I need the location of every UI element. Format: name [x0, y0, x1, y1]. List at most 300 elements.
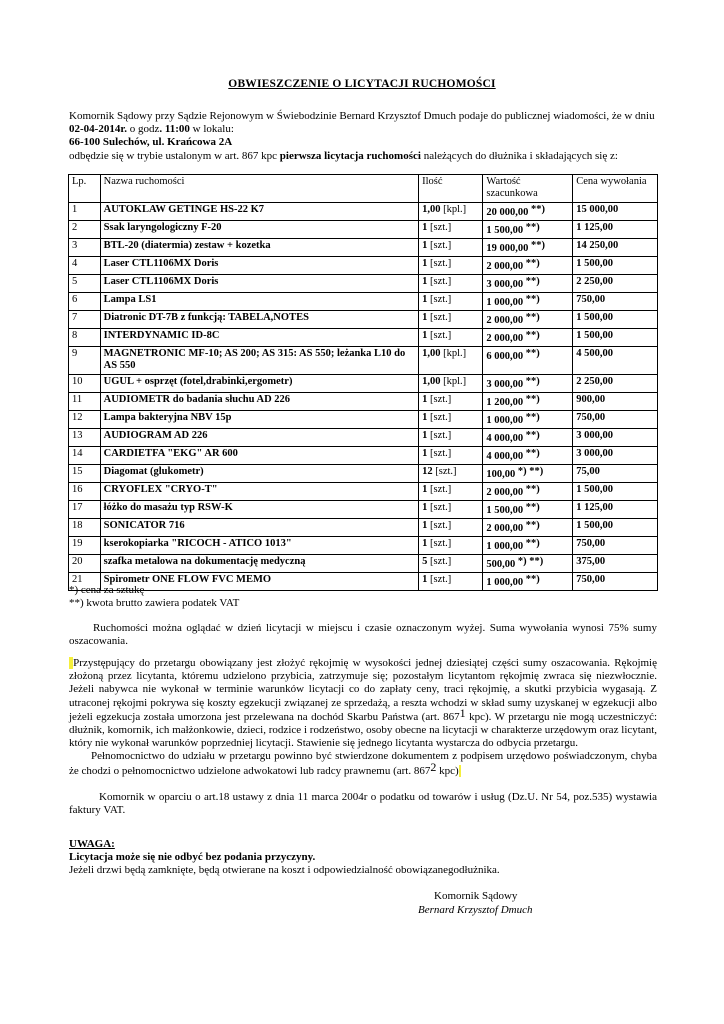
cell-name: [100, 483, 418, 501]
cell-value: [483, 329, 573, 347]
value-number: 20 000,00: [486, 207, 529, 218]
cell-price: [573, 347, 658, 375]
cell-qty: [419, 293, 483, 311]
lp-text: 6: [72, 294, 78, 305]
cell-lp: [69, 555, 101, 573]
lp-text: 13: [72, 430, 83, 441]
cell-name: [100, 411, 418, 429]
cell-lp: [69, 447, 101, 465]
qty-unit: [szt.]: [427, 574, 452, 585]
signature-role: Komornik Sądowy: [434, 890, 518, 902]
value-number: 4 000,00: [486, 433, 524, 444]
cell-price: [573, 329, 658, 347]
cell-name: [100, 347, 418, 375]
lp-text: 15: [72, 466, 83, 477]
cell-qty: [419, 221, 483, 239]
cell-value: [483, 257, 573, 275]
price-number: 75,00: [576, 466, 600, 477]
table-row: [69, 347, 658, 375]
cell-value: [483, 555, 573, 573]
qty-number: 1: [422, 484, 428, 495]
value-number: 2 000,00: [486, 261, 524, 272]
lp-text: 4: [72, 258, 78, 269]
price-number: 2 250,00: [576, 276, 613, 287]
value-number: 4 000,00: [486, 451, 524, 462]
qty-unit: [szt.]: [427, 294, 452, 305]
warning-bold-line: Licytacja może się nie odbyć bez podania przyczyny.: [69, 851, 316, 864]
cell-lp: [69, 239, 101, 257]
cell-price: [573, 239, 658, 257]
cell-name: [100, 393, 418, 411]
lp-text: 7: [72, 312, 78, 323]
qty-number: 1: [422, 430, 428, 441]
goods-table: [68, 174, 658, 591]
table-row: [69, 329, 658, 347]
cell-price: [573, 275, 658, 293]
price-number: 14 250,00: [576, 240, 619, 251]
cell-price: [573, 447, 658, 465]
item-name: Diagomat (glukometr): [103, 466, 204, 477]
qty-unit: [szt.]: [427, 556, 452, 567]
cell-lp: [69, 293, 101, 311]
cell-name: [100, 375, 418, 393]
value-mark: **): [531, 204, 546, 215]
value-mark: **): [525, 376, 540, 387]
price-number: 900,00: [576, 394, 606, 405]
cell-name: [100, 221, 418, 239]
value-mark: **): [525, 484, 540, 495]
value-number: 6 000,00: [486, 351, 524, 362]
lp-text: 8: [72, 330, 78, 341]
price-number: 1 500,00: [576, 330, 613, 341]
cell-value: [483, 393, 573, 411]
auction-time: . 11:00: [159, 123, 190, 136]
qty-number: 1: [422, 412, 428, 423]
qty-number: 12: [422, 466, 433, 477]
table-row: [69, 501, 658, 519]
item-name: MAGNETRONIC MF-10; AS 200; AS 315: AS 550; leżanka L10 do AS 550: [103, 348, 406, 371]
cell-name: [100, 293, 418, 311]
cell-qty: [419, 465, 483, 483]
value-number: 2 000,00: [486, 487, 524, 498]
cell-value: [483, 537, 573, 555]
item-name: BTL-20 (diatermia) zestaw + kozetka: [103, 240, 271, 251]
table-header-row: [69, 175, 658, 203]
qty-number: 1: [422, 394, 428, 405]
value-mark: **): [525, 222, 540, 233]
warning-section: [69, 838, 657, 878]
item-name: CARDIETFA "EKG" AR 600: [103, 448, 238, 459]
price-number: 2 250,00: [576, 376, 613, 387]
cell-price: [573, 411, 658, 429]
value-number: 2 000,00: [486, 523, 524, 534]
value-mark: *) **): [517, 466, 544, 477]
cell-lp: [69, 311, 101, 329]
cell-price: [573, 483, 658, 501]
price-number: 1 500,00: [576, 312, 613, 323]
conditions-part1: Przystępujący do przetargu obowiązany jest złożyć rękojmię w wysokości jednej dziesiątej części sumy oszacowania. Rękojmię złożoną przez licytanta, któremu udzielono przybicia, zatrzymuje się; pozostałym licytantom rękojmię zwraca się niezwłocznie. Jeżeli nabywca nie wykonał w terminie warunków licytacji co do zapłaty ceny, traci rękojmię, a skutki przybicia wygasają. Z utraconej rękojmi pokrywa się koszty egzekucji związanej ze sprzedażą, a reszta wchodzi w skład sumy uzyskanej w egzekucji albo jeżeli egzekucja została umorzona jest przelewana na dochód Skarbu Państwa (art. 867: [69, 657, 657, 723]
qty-unit: [kpl.]: [440, 376, 467, 387]
table-row: [69, 275, 658, 293]
lp-text: 21: [72, 574, 83, 585]
value-number: 2 000,00: [486, 333, 524, 344]
cell-name: [100, 329, 418, 347]
cell-lp: [69, 537, 101, 555]
value-mark: **): [525, 520, 540, 531]
cell-qty: [419, 447, 483, 465]
item-name: UGUL + osprzęt (fotel,drabinki,ergometr): [103, 376, 293, 387]
cell-value: [483, 203, 573, 221]
qty-unit: [szt.]: [427, 240, 452, 251]
cell-qty: [419, 555, 483, 573]
cell-price: [573, 203, 658, 221]
price-number: 1 500,00: [576, 258, 613, 269]
cell-price: [573, 293, 658, 311]
item-name: AUTOKLAW GETINGE HS-22 K7: [103, 204, 264, 215]
intro-paragraph: [69, 110, 657, 163]
qty-number: 1: [422, 312, 428, 323]
qty-unit: [szt.]: [427, 448, 452, 459]
table-row: [69, 375, 658, 393]
header-lp: Lp.: [69, 175, 101, 203]
cell-price: [573, 393, 658, 411]
cell-value: [483, 429, 573, 447]
cell-lp: [69, 221, 101, 239]
table-row: [69, 465, 658, 483]
item-name: Lampa bakteryjna NBV 15p: [103, 412, 232, 423]
value-mark: **): [525, 430, 540, 441]
highlight-mark-end: [459, 765, 462, 777]
cell-qty: [419, 347, 483, 375]
value-number: 1 200,00: [486, 397, 524, 408]
time-prefix: o godz: [126, 123, 160, 136]
qty-unit: [szt.]: [432, 466, 457, 477]
warning-line: Jeżeli drzwi będą zamknięte, będą otwierane na koszt i odpowiedzialność obowiązanegodłużnika.: [69, 864, 500, 877]
qty-unit: [szt.]: [427, 538, 452, 549]
item-name: AUDIOMETR do badania słuchu AD 226: [103, 394, 291, 405]
lp-text: 14: [72, 448, 83, 459]
item-name: Lampa LS1: [103, 294, 157, 305]
item-name: Laser CTL1106MX Doris: [103, 258, 219, 269]
value-number: 500,00: [486, 559, 516, 570]
qty-number: 1: [422, 502, 428, 513]
table-row: [69, 555, 658, 573]
lp-text: 3: [72, 240, 78, 251]
header-price: Cena wywołania: [573, 175, 658, 203]
cell-lp: [69, 501, 101, 519]
item-name: SONICATOR 716: [103, 520, 185, 531]
cell-price: [573, 519, 658, 537]
cell-qty: [419, 257, 483, 275]
cell-lp: [69, 347, 101, 375]
cell-name: [100, 519, 418, 537]
header-name: Nazwa ruchomości: [100, 175, 418, 203]
cell-qty: [419, 239, 483, 257]
qty-unit: [szt.]: [427, 222, 452, 233]
signature-name: Bernard Krzysztof Dmuch: [418, 904, 533, 916]
value-mark: **): [525, 312, 540, 323]
qty-unit: [szt.]: [427, 430, 452, 441]
warning-heading: UWAGA:: [69, 838, 115, 850]
mode-suffix: należących do dłużnika i składających się z:: [420, 149, 618, 162]
lp-text: 2: [72, 222, 78, 233]
value-mark: *) **): [517, 556, 544, 567]
cell-value: [483, 311, 573, 329]
cell-value: [483, 501, 573, 519]
cell-value: [483, 275, 573, 293]
qty-unit: [szt.]: [427, 276, 452, 287]
value-mark: **): [525, 574, 540, 585]
auction-address: 66-100 Sulechów, ul. Krańcowa 2A: [69, 136, 233, 149]
cell-price: [573, 501, 658, 519]
cell-qty: [419, 519, 483, 537]
lp-text: 19: [72, 538, 83, 549]
cell-price: [573, 257, 658, 275]
qty-number: 1: [422, 448, 428, 459]
qty-unit: [szt.]: [427, 312, 452, 323]
cell-price: [573, 429, 658, 447]
price-number: 1 125,00: [576, 222, 613, 233]
cell-lp: [69, 465, 101, 483]
item-name: Diatronic DT-7B z funkcją: TABELA,NOTES: [103, 312, 309, 323]
price-number: 4 500,00: [576, 348, 613, 359]
value-mark: **): [525, 538, 540, 549]
value-mark: **): [525, 348, 540, 359]
value-number: 1 500,00: [486, 505, 524, 516]
cell-price: [573, 555, 658, 573]
cell-qty: [419, 375, 483, 393]
footnotes: [69, 584, 657, 610]
price-number: 750,00: [576, 294, 606, 305]
superscript-2: 2: [430, 759, 437, 774]
qty-number: 1,00: [422, 348, 441, 359]
table-row: [69, 393, 658, 411]
price-number: 15 000,00: [576, 204, 619, 215]
cell-qty: [419, 393, 483, 411]
cell-value: [483, 411, 573, 429]
qty-unit: [szt.]: [427, 484, 452, 495]
value-number: 1 000,00: [486, 577, 524, 588]
qty-number: 1: [422, 538, 428, 549]
footnote-vat: **) kwota brutto zawiera podatek VAT: [69, 597, 240, 610]
lp-text: 20: [72, 556, 83, 567]
lp-text: 11: [72, 394, 83, 405]
cell-lp: [69, 275, 101, 293]
cell-price: [573, 221, 658, 239]
value-number: 19 000,00: [486, 243, 529, 254]
cell-lp: [69, 411, 101, 429]
cell-name: [100, 203, 418, 221]
value-number: 1 000,00: [486, 415, 524, 426]
mode-prefix: odbędzie się w trybie ustalonym w art. 867 kpc: [69, 149, 280, 162]
qty-unit: [szt.]: [427, 520, 452, 531]
qty-number: 1,00: [422, 204, 441, 215]
lp-text: 10: [72, 376, 83, 387]
cell-name: [100, 275, 418, 293]
lp-text: 17: [72, 502, 83, 513]
cell-value: [483, 465, 573, 483]
cell-qty: [419, 203, 483, 221]
value-number: 3 000,00: [486, 279, 524, 290]
qty-number: 1: [422, 330, 428, 341]
cell-qty: [419, 311, 483, 329]
value-number: 1 000,00: [486, 297, 524, 308]
item-name: AUDIOGRAM AD 226: [103, 430, 208, 441]
cell-name: [100, 447, 418, 465]
cell-name: [100, 257, 418, 275]
price-number: 1 125,00: [576, 502, 613, 513]
viewing-paragraph: Ruchomości można oglądać w dzień licytacji w miejscu i czasie oznaczonym wyżej. Suma wywołania wynosi 75% sumy oszacowania.: [69, 622, 657, 648]
table-row: [69, 293, 658, 311]
price-number: 750,00: [576, 538, 606, 549]
cell-qty: [419, 537, 483, 555]
header-value: Wartość szacunkowa: [483, 175, 573, 203]
item-name: INTERDYNAMIC ID-8C: [103, 330, 220, 341]
cell-name: [100, 311, 418, 329]
value-mark: **): [525, 448, 540, 459]
table-row: [69, 411, 658, 429]
lp-text: 9: [72, 348, 78, 359]
cell-lp: [69, 519, 101, 537]
conditions-part4: kpc): [436, 764, 459, 777]
qty-number: 1: [422, 222, 428, 233]
qty-unit: [kpl.]: [440, 204, 467, 215]
item-name: Ssak laryngologiczny F-20: [103, 222, 222, 233]
value-mark: **): [525, 394, 540, 405]
cell-value: [483, 347, 573, 375]
cell-value: [483, 293, 573, 311]
conditions-paragraph: [69, 657, 657, 778]
cell-lp: [69, 375, 101, 393]
lp-text: 1: [72, 204, 78, 215]
value-number: 3 000,00: [486, 379, 524, 390]
table-row: [69, 429, 658, 447]
cell-value: [483, 221, 573, 239]
value-mark: **): [525, 412, 540, 423]
cell-qty: [419, 501, 483, 519]
value-mark: **): [525, 258, 540, 269]
value-mark: **): [525, 294, 540, 305]
cell-name: [100, 465, 418, 483]
cell-name: [100, 537, 418, 555]
cell-value: [483, 483, 573, 501]
document-title: OBWIESZCZENIE O LICYTACJI RUCHOMOŚCI: [228, 78, 496, 90]
table-row: [69, 311, 658, 329]
cell-value: [483, 519, 573, 537]
cell-lp: [69, 329, 101, 347]
table-row: [69, 257, 658, 275]
lp-text: 12: [72, 412, 83, 423]
superscript-1: 1: [459, 705, 466, 720]
qty-unit: [szt.]: [427, 330, 452, 341]
table-row: [69, 203, 658, 221]
value-number: 1 500,00: [486, 225, 524, 236]
lp-text: 16: [72, 484, 83, 495]
item-name: kserokopiarka "RICOCH - ATICO 1013": [103, 538, 292, 549]
value-mark: **): [525, 276, 540, 287]
qty-unit: [kpl.]: [440, 348, 467, 359]
value-mark: **): [531, 240, 546, 251]
qty-unit: [szt.]: [427, 502, 452, 513]
price-number: 3 000,00: [576, 448, 613, 459]
table-row: [69, 483, 658, 501]
table-row: [69, 447, 658, 465]
qty-unit: [szt.]: [427, 412, 452, 423]
cell-qty: [419, 429, 483, 447]
value-mark: **): [525, 330, 540, 341]
auction-date: 02-04-2014r.: [69, 123, 127, 136]
qty-number: 1,00: [422, 376, 441, 387]
conditions-part2: kpc). W przetargu nie mogą uczestniczyć: dłużnik, komornik, ich małżonkowie, dzieci, rodzice i rodzeństwo, osoby obecne na licytacji w charakterze urzędowym oraz licytant, który nie wykonał warunków poprzedniej licytacji. Stawienie się jednego licytanta wystarcza do odbycia przetargu.: [69, 710, 658, 750]
cell-qty: [419, 483, 483, 501]
cell-qty: [419, 411, 483, 429]
qty-unit: [szt.]: [427, 258, 452, 269]
cell-qty: [419, 275, 483, 293]
cell-name: [100, 501, 418, 519]
price-number: 1 500,00: [576, 484, 613, 495]
value-number: 1 000,00: [486, 541, 524, 552]
footnote-unit-price: *) cena za sztukę: [69, 584, 145, 596]
value-number: 100,00: [486, 469, 516, 480]
cell-price: [573, 465, 658, 483]
table-row: [69, 519, 658, 537]
qty-number: 1: [422, 520, 428, 531]
value-mark: **): [525, 502, 540, 513]
cell-price: [573, 311, 658, 329]
cell-qty: [419, 329, 483, 347]
conditions-part3: Pełnomocnictwo do udziału w przetargu powinno być stwierdzone dokumentem z podpisem urzędowo poświadczonym, chyba że chodzi o pełnomocnictwo udzielone adwokatowi lub radcy prawnemu (art. 867: [69, 750, 657, 777]
price-number: 750,00: [576, 574, 606, 585]
cell-price: [573, 375, 658, 393]
lp-text: 18: [72, 520, 83, 531]
mode-bold: pierwsza licytacja ruchomości: [279, 149, 421, 162]
cell-name: [100, 239, 418, 257]
cell-name: [100, 429, 418, 447]
value-number: 2 000,00: [486, 315, 524, 326]
cell-name: [100, 555, 418, 573]
qty-number: 1: [422, 258, 428, 269]
table-row: [69, 239, 658, 257]
item-name: Spirometr ONE FLOW FVC MEMO: [103, 574, 272, 585]
item-name: szafka metalowa na dokumentację medyczną: [103, 556, 306, 567]
item-name: Laser CTL1106MX Doris: [103, 276, 219, 287]
price-number: 1 500,00: [576, 520, 613, 531]
item-name: łóżko do masażu typ RSW-K: [103, 502, 233, 513]
price-number: 3 000,00: [576, 430, 613, 441]
cell-lp: [69, 483, 101, 501]
table-row: [69, 537, 658, 555]
qty-number: 5: [422, 556, 428, 567]
cell-lp: [69, 203, 101, 221]
price-number: 375,00: [576, 556, 606, 567]
qty-number: 1: [422, 574, 428, 585]
cell-value: [483, 239, 573, 257]
cell-value: [483, 375, 573, 393]
cell-value: [483, 447, 573, 465]
qty-unit: [szt.]: [427, 394, 452, 405]
lp-text: 5: [72, 276, 78, 287]
qty-number: 1: [422, 276, 428, 287]
cell-lp: [69, 393, 101, 411]
price-number: 750,00: [576, 412, 606, 423]
header-qty: Ilość: [419, 175, 483, 203]
intro-line: Komornik Sądowy przy Sądzie Rejonowym w Świebodzinie Bernard Krzysztof Dmuch podaje do publicznej wiadomości, że w dniu: [69, 110, 655, 122]
item-name: CRYOFLEX "CRYO-T": [103, 484, 218, 495]
cell-lp: [69, 257, 101, 275]
cell-price: [573, 537, 658, 555]
vat-paragraph: Komornik w oparciu o art.18 ustawy z dnia 11 marca 2004r o podatku od towarów i usług (Dz.U. Nr 54, poz.535) wystawia faktury VAT.: [69, 791, 657, 817]
place-prefix: w lokalu:: [189, 123, 234, 136]
